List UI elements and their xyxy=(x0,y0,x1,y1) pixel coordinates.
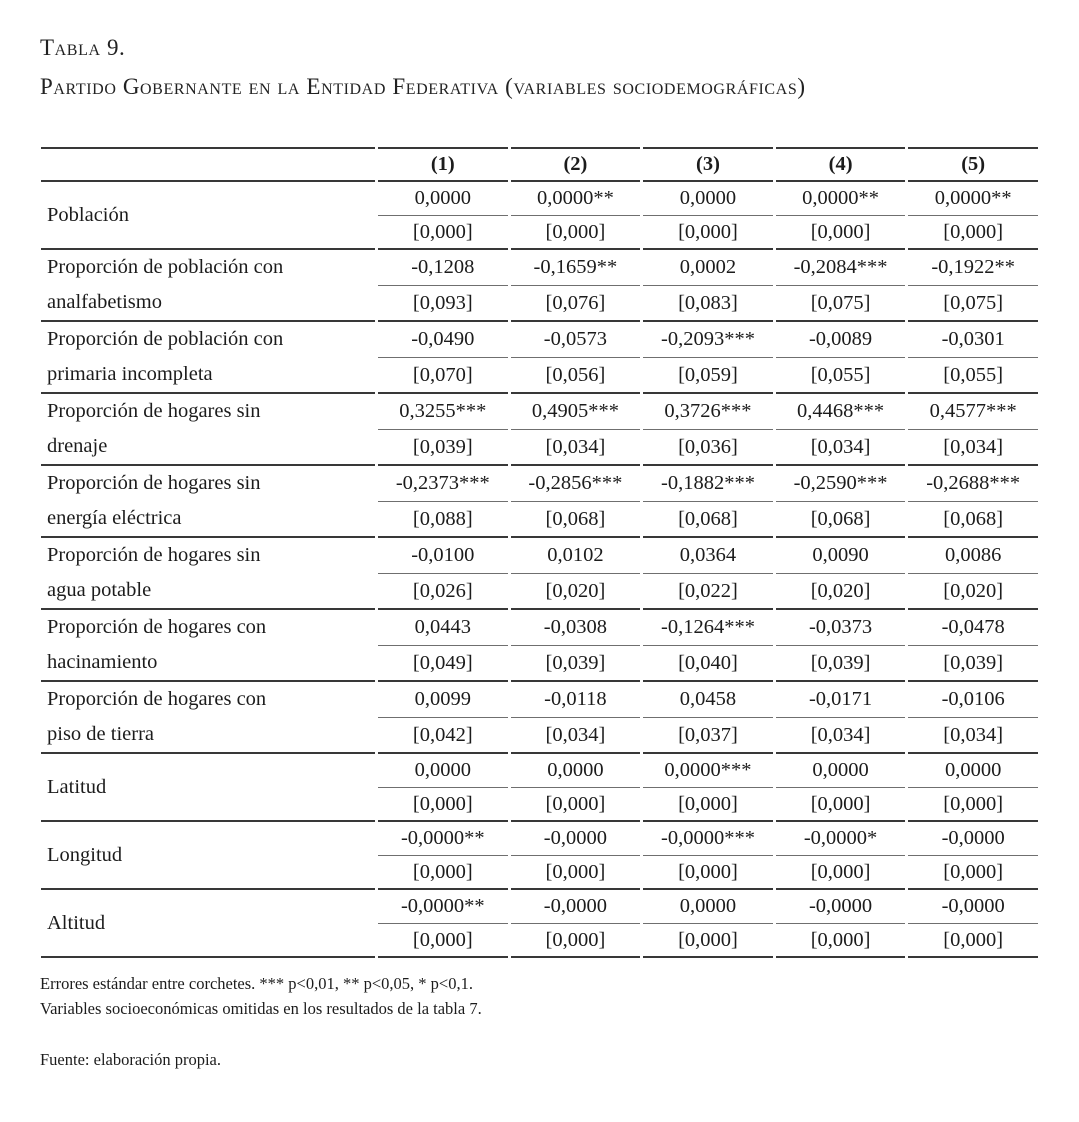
row-label: Proporción de hogares con piso de tierra xyxy=(41,682,375,754)
stderr-cell: [0,039] xyxy=(378,430,508,466)
coefficient-cell: 0,4468*** xyxy=(776,394,906,430)
stderr-cell: [0,000] xyxy=(908,856,1038,890)
stderr-cell: [0,093] xyxy=(378,286,508,322)
coefficient-cell: -0,2688*** xyxy=(908,466,1038,502)
stderr-cell: [0,059] xyxy=(643,358,773,394)
stderr-cell: [0,056] xyxy=(511,358,641,394)
variable-group xyxy=(41,822,1038,890)
note-standard-errors: Errores estándar entre corchetes. *** p<0,01, ** p<0,05, * p<0,1. xyxy=(40,974,473,993)
stderr-cell: [0,000] xyxy=(776,788,906,822)
stderr-cell: [0,000] xyxy=(908,216,1038,250)
coefficient-cell: -0,1264*** xyxy=(643,610,773,646)
column-header: (3) xyxy=(643,147,773,182)
stderr-cell: [0,034] xyxy=(511,718,641,754)
stderr-cell: [0,000] xyxy=(643,788,773,822)
column-header: (4) xyxy=(776,147,906,182)
stderr-cell: [0,000] xyxy=(908,788,1038,822)
coefficient-row xyxy=(41,682,1038,718)
row-label: Proporción de población con primaria incompleta xyxy=(41,322,375,394)
stderr-cell: [0,022] xyxy=(643,574,773,610)
coefficient-cell: 0,0086 xyxy=(908,538,1038,574)
variable-group xyxy=(41,322,1038,394)
row-label: Longitud xyxy=(41,822,375,890)
coefficient-cell: -0,0118 xyxy=(511,682,641,718)
coefficient-cell: 0,0000 xyxy=(643,890,773,924)
coefficient-cell: 0,0000** xyxy=(776,182,906,216)
stderr-cell: [0,083] xyxy=(643,286,773,322)
stderr-cell: [0,068] xyxy=(643,502,773,538)
coefficient-cell: -0,1208 xyxy=(378,250,508,286)
row-label: Proporción de hogares sin agua potable xyxy=(41,538,375,610)
coefficient-row xyxy=(41,610,1038,646)
coefficient-cell: -0,0000 xyxy=(511,822,641,856)
variable-group xyxy=(41,890,1038,958)
stderr-cell: [0,000] xyxy=(643,216,773,250)
coefficient-row xyxy=(41,754,1038,788)
coefficient-cell: 0,0364 xyxy=(643,538,773,574)
stderr-cell: [0,039] xyxy=(908,646,1038,682)
row-label: Latitud xyxy=(41,754,375,822)
coefficient-cell: -0,0373 xyxy=(776,610,906,646)
coefficient-cell: 0,0000** xyxy=(908,182,1038,216)
stderr-cell: [0,034] xyxy=(776,718,906,754)
coefficient-cell: 0,0000 xyxy=(908,754,1038,788)
variable-group xyxy=(41,754,1038,822)
coefficient-cell: 0,0000 xyxy=(378,754,508,788)
stderr-cell: [0,036] xyxy=(643,430,773,466)
coefficient-cell: -0,0000 xyxy=(908,890,1038,924)
coefficient-cell: -0,0000** xyxy=(378,890,508,924)
coefficient-cell: -0,0000* xyxy=(776,822,906,856)
coefficient-row xyxy=(41,538,1038,574)
stderr-cell: [0,042] xyxy=(378,718,508,754)
coefficient-cell: -0,0573 xyxy=(511,322,641,358)
coefficient-cell: -0,0000*** xyxy=(643,822,773,856)
coefficient-row xyxy=(41,182,1038,216)
stderr-cell: [0,020] xyxy=(908,574,1038,610)
coefficient-cell: -0,0301 xyxy=(908,322,1038,358)
coefficient-cell: -0,0171 xyxy=(776,682,906,718)
coefficient-cell: 0,0000 xyxy=(511,754,641,788)
coefficient-cell: -0,2084*** xyxy=(776,250,906,286)
coefficient-cell: -0,2373*** xyxy=(378,466,508,502)
stderr-cell: [0,000] xyxy=(378,924,508,958)
stderr-cell: [0,000] xyxy=(511,856,641,890)
stderr-cell: [0,037] xyxy=(643,718,773,754)
stderr-cell: [0,000] xyxy=(511,788,641,822)
stderr-cell: [0,055] xyxy=(908,358,1038,394)
coefficient-cell: 0,0443 xyxy=(378,610,508,646)
coefficient-row xyxy=(41,250,1038,286)
row-label: Proporción de hogares sin energía eléctrica xyxy=(41,466,375,538)
source-note: Fuente: elaboración propia. xyxy=(40,1050,221,1069)
coefficient-cell: -0,1659** xyxy=(511,250,641,286)
variable-group xyxy=(41,394,1038,466)
variable-group xyxy=(41,538,1038,610)
coefficient-cell: 0,0000** xyxy=(511,182,641,216)
stderr-cell: [0,076] xyxy=(511,286,641,322)
header-empty-cell xyxy=(41,147,375,182)
coefficient-cell: -0,2093*** xyxy=(643,322,773,358)
stderr-cell: [0,000] xyxy=(776,924,906,958)
coefficient-cell: 0,0000 xyxy=(643,182,773,216)
note-omitted-variables: Variables socioeconómicas omitidas en los resultados de la tabla 7. xyxy=(40,999,482,1018)
row-label: Altitud xyxy=(41,890,375,958)
header-row xyxy=(41,147,1038,182)
stderr-cell: [0,000] xyxy=(511,216,641,250)
coefficient-cell: -0,0000 xyxy=(776,890,906,924)
stderr-cell: [0,075] xyxy=(908,286,1038,322)
coefficient-cell: 0,0090 xyxy=(776,538,906,574)
coefficient-cell: 0,4905*** xyxy=(511,394,641,430)
coefficient-row xyxy=(41,890,1038,924)
table-notes xyxy=(40,971,1041,1072)
regression-table xyxy=(38,147,1041,958)
stderr-cell: [0,068] xyxy=(776,502,906,538)
table-title: Partido Gobernante en la Entidad Federativa (variables sociodemográficas) xyxy=(40,74,806,99)
coefficient-cell: 0,0002 xyxy=(643,250,773,286)
coefficient-cell: 0,0000 xyxy=(776,754,906,788)
table-number: Tabla 9. xyxy=(40,35,126,60)
stderr-cell: [0,068] xyxy=(511,502,641,538)
coefficient-cell: -0,2590*** xyxy=(776,466,906,502)
stderr-cell: [0,049] xyxy=(378,646,508,682)
coefficient-cell: -0,1922** xyxy=(908,250,1038,286)
coefficient-cell: -0,0100 xyxy=(378,538,508,574)
stderr-cell: [0,034] xyxy=(908,718,1038,754)
coefficient-cell: -0,0308 xyxy=(511,610,641,646)
coefficient-cell: -0,0478 xyxy=(908,610,1038,646)
row-label: Población xyxy=(41,182,375,250)
stderr-cell: [0,040] xyxy=(643,646,773,682)
coefficient-row xyxy=(41,322,1038,358)
variable-group xyxy=(41,250,1038,322)
stderr-cell: [0,034] xyxy=(776,430,906,466)
column-header: (1) xyxy=(378,147,508,182)
column-header: (2) xyxy=(511,147,641,182)
coefficient-cell: -0,0490 xyxy=(378,322,508,358)
row-label: Proporción de hogares sin drenaje xyxy=(41,394,375,466)
stderr-cell: [0,088] xyxy=(378,502,508,538)
stderr-cell: [0,039] xyxy=(511,646,641,682)
row-label: Proporción de hogares con hacinamiento xyxy=(41,610,375,682)
variable-group xyxy=(41,182,1038,250)
coefficient-cell: -0,0089 xyxy=(776,322,906,358)
coefficient-row xyxy=(41,822,1038,856)
stderr-cell: [0,000] xyxy=(378,216,508,250)
stderr-cell: [0,055] xyxy=(776,358,906,394)
stderr-cell: [0,075] xyxy=(776,286,906,322)
stderr-cell: [0,070] xyxy=(378,358,508,394)
stderr-cell: [0,068] xyxy=(908,502,1038,538)
stderr-cell: [0,000] xyxy=(643,924,773,958)
stderr-cell: [0,034] xyxy=(511,430,641,466)
stderr-cell: [0,026] xyxy=(378,574,508,610)
stderr-cell: [0,000] xyxy=(378,856,508,890)
coefficient-cell: 0,0458 xyxy=(643,682,773,718)
stderr-cell: [0,034] xyxy=(908,430,1038,466)
variable-group xyxy=(41,610,1038,682)
variable-group xyxy=(41,682,1038,754)
coefficient-cell: -0,0000 xyxy=(511,890,641,924)
stderr-cell: [0,000] xyxy=(643,856,773,890)
stderr-cell: [0,000] xyxy=(908,924,1038,958)
stderr-cell: [0,020] xyxy=(776,574,906,610)
coefficient-cell: 0,0000 xyxy=(378,182,508,216)
table-title-block xyxy=(40,34,1041,100)
coefficient-row xyxy=(41,466,1038,502)
column-header: (5) xyxy=(908,147,1038,182)
coefficient-cell: -0,0000 xyxy=(908,822,1038,856)
coefficient-cell: 0,3255*** xyxy=(378,394,508,430)
coefficient-cell: 0,4577*** xyxy=(908,394,1038,430)
coefficient-cell: -0,0000** xyxy=(378,822,508,856)
table-header xyxy=(41,147,1038,182)
stderr-cell: [0,020] xyxy=(511,574,641,610)
coefficient-cell: -0,2856*** xyxy=(511,466,641,502)
stderr-cell: [0,000] xyxy=(776,216,906,250)
row-label: Proporción de población con analfabetismo xyxy=(41,250,375,322)
stderr-cell: [0,039] xyxy=(776,646,906,682)
coefficient-cell: 0,0000*** xyxy=(643,754,773,788)
coefficient-cell: -0,0106 xyxy=(908,682,1038,718)
coefficient-cell: 0,0102 xyxy=(511,538,641,574)
stderr-cell: [0,000] xyxy=(378,788,508,822)
coefficient-cell: 0,3726*** xyxy=(643,394,773,430)
coefficient-cell: -0,1882*** xyxy=(643,466,773,502)
variable-group xyxy=(41,466,1038,538)
stderr-cell: [0,000] xyxy=(511,924,641,958)
stderr-cell: [0,000] xyxy=(776,856,906,890)
coefficient-cell: 0,0099 xyxy=(378,682,508,718)
coefficient-row xyxy=(41,394,1038,430)
